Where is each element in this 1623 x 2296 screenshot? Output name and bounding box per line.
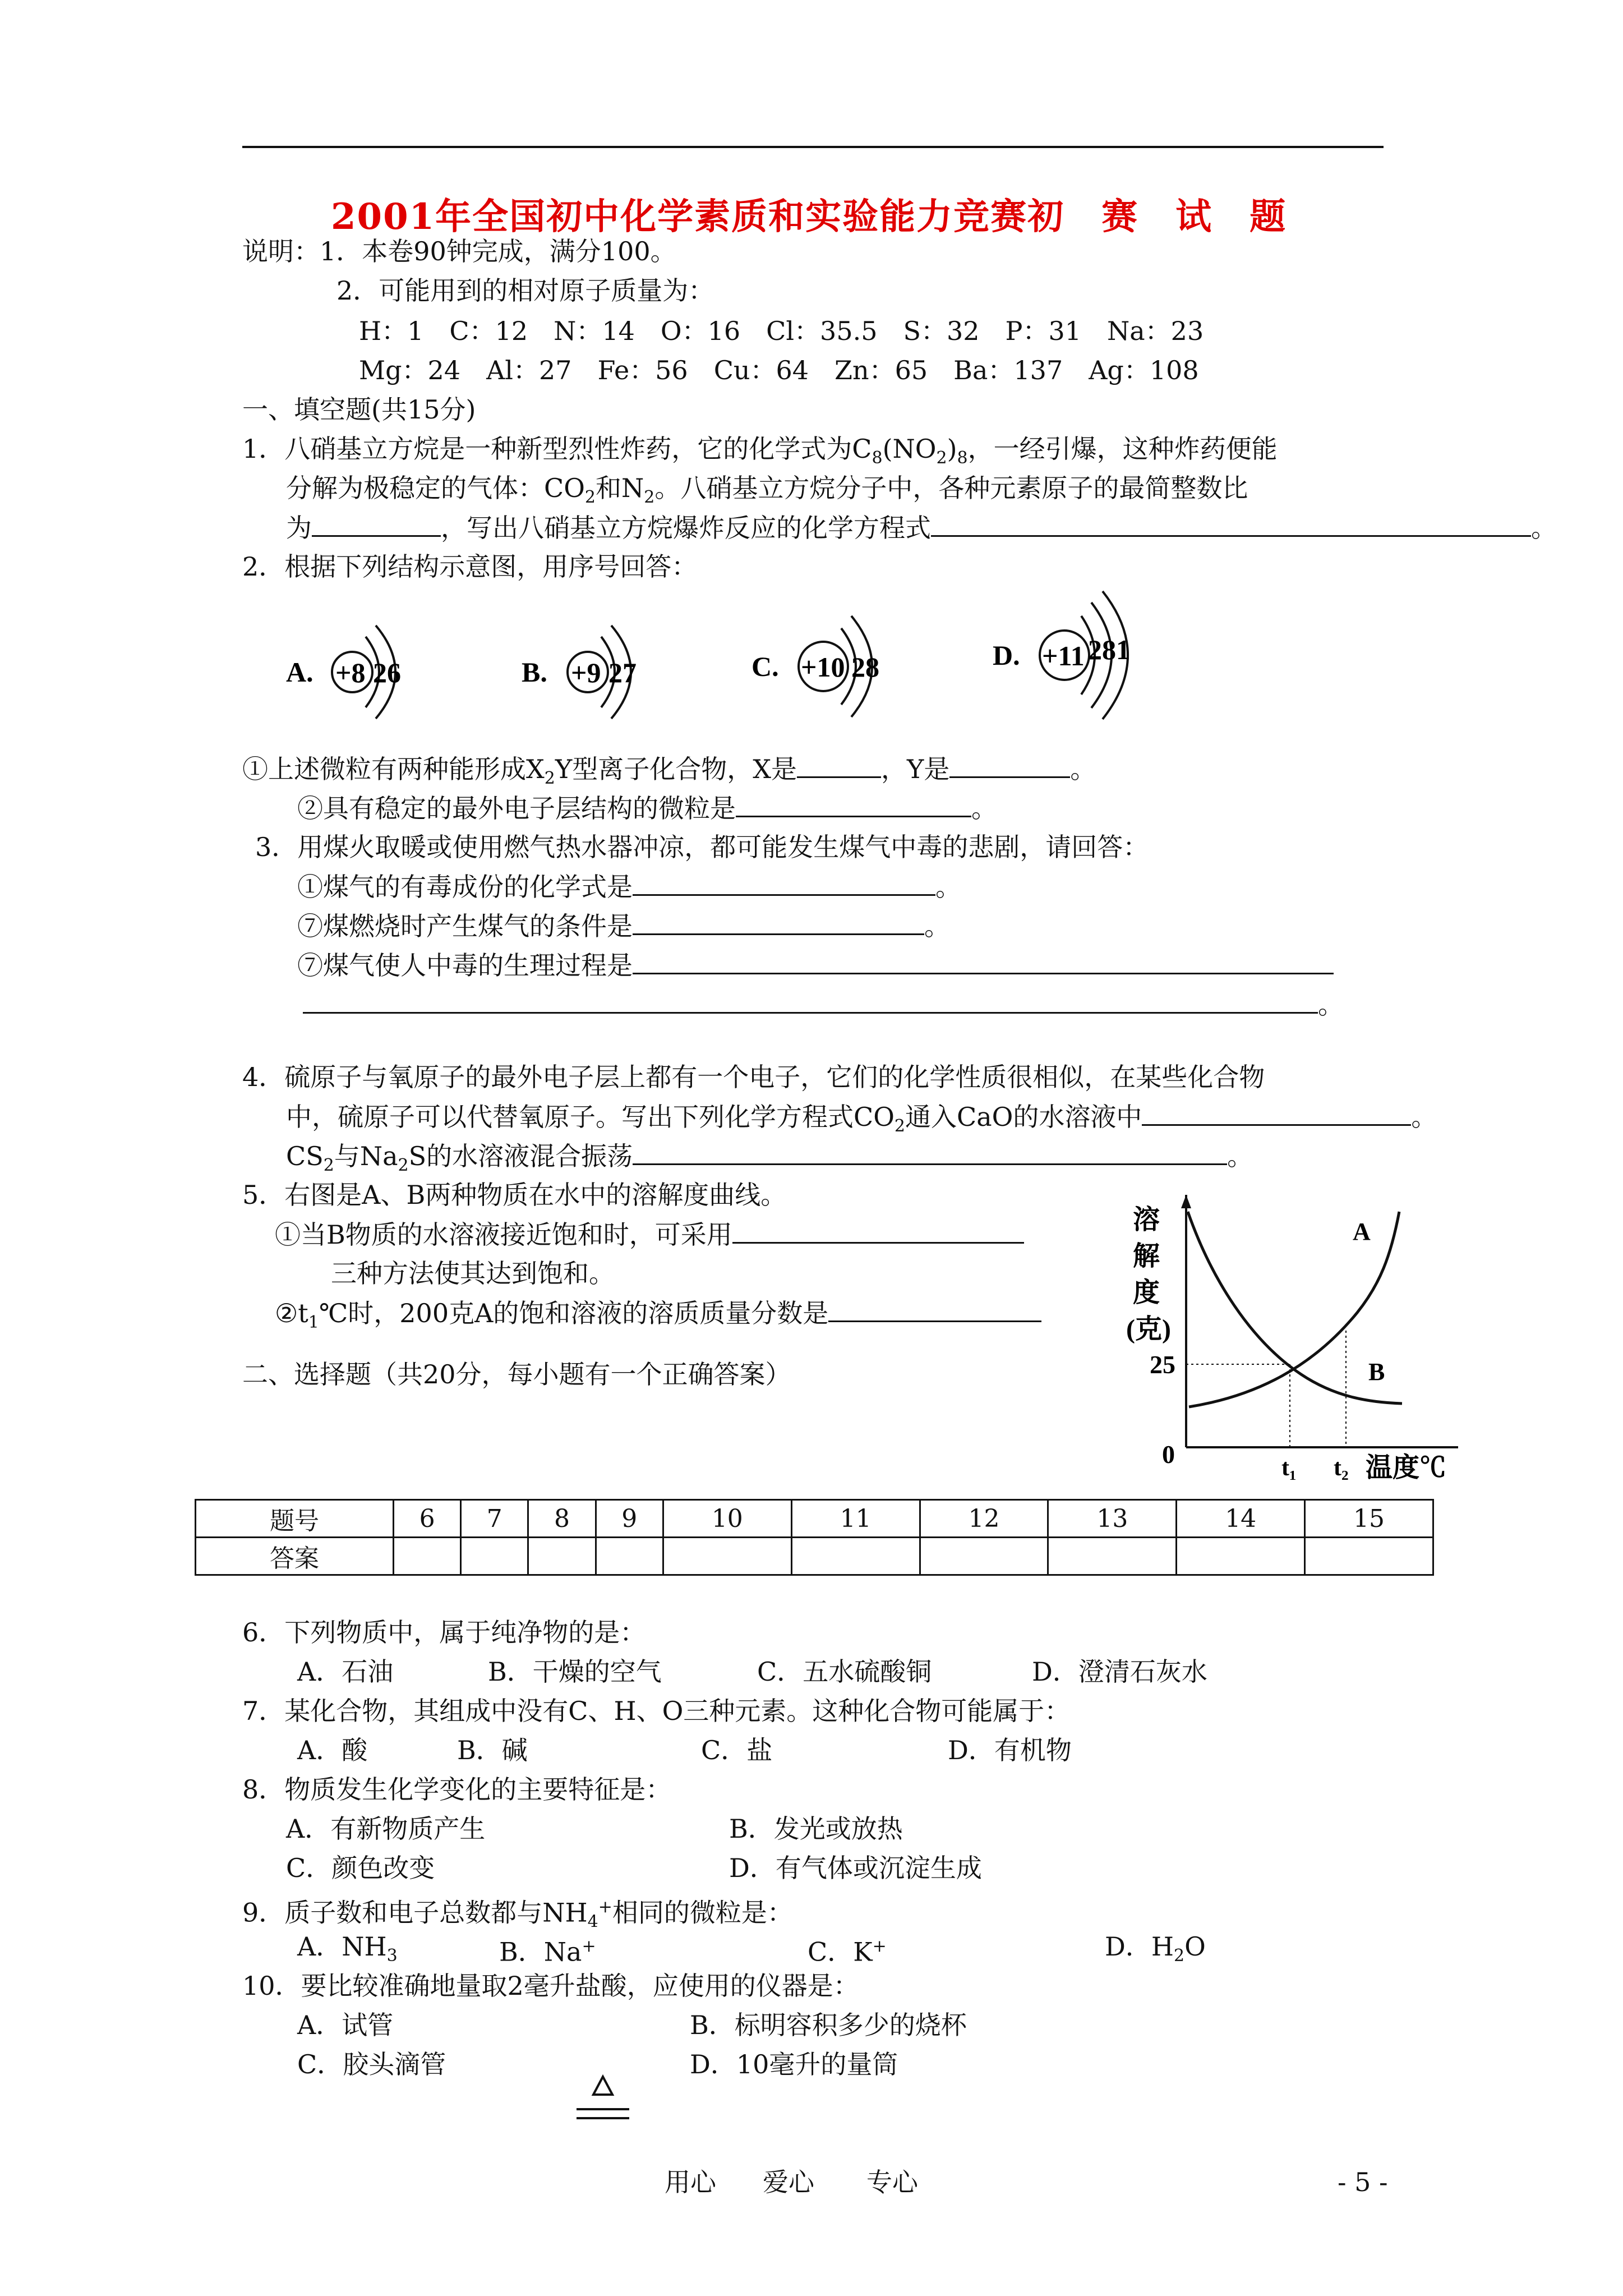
q5-sub1 (275, 1217, 1024, 1251)
answer-cell-13[interactable] (1048, 1538, 1177, 1575)
q1-sub1: 8 (872, 448, 883, 468)
q3-formula-blank[interactable] (633, 869, 935, 896)
solubility-chart (1122, 1195, 1469, 1487)
q1-line2 (286, 471, 1248, 514)
footer-mid: 爱心 (763, 2167, 814, 2197)
chart-ylabel-3: 度 (1133, 1278, 1160, 1308)
q3-sub3-end: 。 (1318, 990, 1344, 1020)
q8-option-a[interactable]: A．有新物质产生 (286, 1814, 486, 1844)
q3-sub2-text: ⑦煤燃烧时产生煤气的条件是 (297, 911, 633, 941)
q10-option-a[interactable]: A．试管 (297, 2010, 394, 2040)
q4-line3-sub2: 2 (398, 1156, 409, 1176)
chart-xmark-t1: t₁ (1281, 1455, 1297, 1481)
q10-option-c[interactable]: C．胶头滴管 (297, 2049, 446, 2079)
q9-b-text: B．Na (499, 1936, 582, 1967)
q4-line2-sub: 2 (894, 1116, 906, 1137)
table-number-7: 7 (461, 1500, 528, 1538)
atom-c-nucleus: +10 (801, 651, 845, 683)
q1-line3-a: 为 (286, 513, 312, 543)
q4-line3-c: S的水溶液混合振荡 (408, 1141, 633, 1171)
chart-ymark-25: 25 (1150, 1350, 1175, 1379)
atom-a-nucleus: +8 (335, 657, 366, 688)
atom-b-nucleus: +9 (571, 657, 601, 688)
q8-option-b[interactable]: B．发光或放热 (729, 1814, 903, 1844)
atom-d-nucleus: +11 (1042, 640, 1085, 671)
q2-sub2 (297, 791, 997, 825)
q3-sub3 (297, 948, 1334, 982)
q2-intro: 2．根据下列结构示意图，用序号回答： (242, 551, 698, 582)
q9-c-text: C．K (808, 1936, 873, 1967)
answer-table-answer-row (196, 1538, 1433, 1575)
q4-line2 (286, 1099, 1437, 1143)
q6-option-a[interactable]: A．石油 (297, 1657, 394, 1687)
q4-na2s-blank[interactable] (633, 1139, 1227, 1165)
q10-option-b[interactable]: B．标明容积多少的烧杯 (690, 2010, 967, 2040)
atom-a-shells: 26 (373, 657, 401, 688)
atom-d-shells: 281 (1088, 634, 1130, 665)
chart-series-a-label: A (1353, 1218, 1371, 1245)
table-number-12: 12 (920, 1500, 1048, 1538)
q9-option-c[interactable] (808, 1930, 887, 1968)
q3-process-blank-2[interactable] (303, 987, 1318, 1014)
chart-series-b-label: B (1368, 1358, 1385, 1386)
q9-b-sup: + (582, 1936, 596, 1956)
page-title: 2001年全国初中化学素质和实验能力竞赛初 赛 试 题 (331, 196, 1287, 238)
q9-d-text2: O (1184, 1931, 1206, 1962)
q4-line3-a: CS (286, 1141, 324, 1171)
table-number-6: 6 (393, 1500, 460, 1538)
q1-line2-a: 分解为极稳定的气体：CO (286, 473, 585, 503)
atom-d-label: D. (993, 639, 1020, 671)
table-header-answer: 答案 (196, 1538, 394, 1575)
q9-option-d[interactable] (1105, 1930, 1206, 1973)
q9-option-a[interactable] (297, 1930, 398, 1973)
q7-option-b[interactable]: B．碱 (457, 1735, 528, 1765)
q6-option-c[interactable]: C．五水硫酸铜 (757, 1657, 932, 1687)
q5-sub1-text: ①当B物质的水溶液接近饱和时，可采用 (275, 1220, 732, 1250)
q1-line2-sub1: 2 (584, 487, 596, 508)
atomic-masses-1: H：1 C：12 N：14 O：16 Cl：35.5 S：32 P：31 Na：23 (359, 316, 1204, 346)
table-number-11: 11 (791, 1500, 920, 1538)
chart-ylabel-1: 溶 (1133, 1205, 1160, 1235)
q5-sub1-cont: 三种方法使其达到饱和。 (331, 1258, 615, 1289)
q2-sub1-sub: 2 (544, 769, 555, 789)
q3-sub1 (297, 869, 961, 904)
q1-line2-c: 。八硝基立方烷分子中，各种元素原子的最简整数比 (654, 473, 1248, 503)
q1-line2-sub2: 2 (644, 487, 655, 508)
q3-sub2 (297, 909, 950, 943)
table-number-8: 8 (528, 1500, 596, 1538)
answer-cell-12[interactable] (920, 1538, 1048, 1575)
q8-option-c[interactable]: C．颜色改变 (286, 1853, 435, 1883)
table-number-10: 10 (663, 1500, 791, 1538)
answer-cell-11[interactable] (791, 1538, 920, 1575)
answer-cell-7[interactable] (461, 1538, 528, 1575)
chart-xlabel: 温度℃ (1366, 1453, 1447, 1483)
chart-xmark-t2: t₂ (1334, 1455, 1349, 1481)
chart-ylabel-2: 解 (1133, 1241, 1160, 1271)
section2-heading: 二、选择题（共20分，每小题有一个正确答案） (242, 1359, 791, 1389)
q3-sub1-end: 。 (935, 872, 961, 902)
q9-a-sub: 3 (386, 1946, 398, 1966)
answer-cell-6[interactable] (393, 1538, 460, 1575)
answer-cell-10[interactable] (663, 1538, 791, 1575)
atom-diagram-d (987, 589, 1172, 729)
answer-cell-14[interactable] (1177, 1538, 1305, 1575)
q8-stem: 8．物质发生化学变化的主要特征是： (242, 1774, 672, 1805)
q7-option-a[interactable]: A．酸 (297, 1735, 368, 1765)
q1-text-b: (NO (882, 434, 937, 464)
table-number-15: 15 (1305, 1500, 1433, 1538)
q10-stem: 10．要比较准确地量取2毫升盐酸，应使用的仪器是： (242, 1971, 859, 2001)
q4-cao-blank[interactable] (1142, 1099, 1411, 1126)
q4-line2-b: 通入CaO的水溶液中 (905, 1102, 1142, 1132)
q2-sub1-c: ，Y是 (880, 754, 950, 784)
q3-sub1-text: ①煤气的有毒成份的化学式是 (297, 872, 633, 902)
q5-methods-blank[interactable] (732, 1217, 1024, 1244)
q7-option-d[interactable]: D．有机物 (948, 1735, 1072, 1765)
q5-intro: 5．右图是A、B两种物质在水中的溶解度曲线。 (242, 1180, 787, 1210)
q5-sub2-sub: 1 (308, 1313, 319, 1333)
q7-option-c[interactable]: C．盐 (701, 1735, 773, 1765)
atom-a-label: A. (286, 656, 313, 688)
answer-table (195, 1499, 1434, 1576)
instructions-line1: 说明：1．本卷90钟完成，满分100。 (242, 236, 676, 266)
q9-stem-a: 9．质子数和电子总数都与NH (242, 1897, 588, 1928)
q9-option-b[interactable] (499, 1930, 596, 1968)
q2-y-blank[interactable] (949, 752, 1070, 778)
q4-line2-a: 中，硫原子可以代替氧原子。写出下列化学方程式CO (286, 1102, 895, 1132)
q1-text-a: 1．八硝基立方烷是一种新型烈性炸药，它的化学式为C (242, 434, 872, 464)
q9-d-text: D．H (1105, 1931, 1174, 1962)
q5-sub2-b: ℃时，200克A的饱和溶液的溶质质量分数是 (319, 1298, 829, 1328)
q4-line3 (286, 1139, 1253, 1182)
chart-origin: 0 (1162, 1440, 1175, 1469)
q9-a-text: A．NH (297, 1931, 387, 1962)
q9-stem-b: 相同的微粒是： (612, 1897, 793, 1928)
answer-cell-8[interactable] (528, 1538, 596, 1575)
instructions-line2: 2．可能用到的相对原子质量为： (336, 275, 714, 306)
q2-stable-blank[interactable] (736, 791, 971, 817)
q10-option-d[interactable]: D．10毫升的量筒 (690, 2049, 898, 2079)
atom-diagram-b (516, 606, 662, 729)
q1-sub2: 2 (936, 448, 947, 468)
q3-sub2-end: 。 (924, 911, 950, 941)
q3-process-blank-1[interactable] (633, 948, 1334, 974)
q7-stem: 7．某化合物，其组成中没有C、H、O三种元素。这种化合物可能属于： (242, 1696, 1071, 1726)
table-header-number: 题号 (196, 1500, 394, 1538)
q1-line1 (242, 432, 1278, 475)
atom-c-shells: 28 (851, 651, 879, 683)
table-number-14: 14 (1177, 1500, 1305, 1538)
table-number-9: 9 (596, 1500, 663, 1538)
q5-sub2 (275, 1296, 1041, 1340)
q2-sub1-b: Y型离子化合物，X是 (555, 754, 797, 784)
header-rule (242, 146, 1384, 148)
atomic-masses-2: Mg：24 Al：27 Fe：56 Cu：64 Zn：65 Ba：137 Ag：108 (359, 355, 1199, 385)
q6-stem: 6．下列物质中，属于纯净物的是： (242, 1617, 646, 1648)
q1-text-c: ) (947, 434, 957, 464)
q2-sub1-a: ①上述微粒有两种能形成X (242, 754, 545, 784)
q6-option-d[interactable]: D．澄清石灰水 (1032, 1657, 1207, 1687)
q3-sub3-cont (303, 987, 1344, 1022)
atom-diagram-c (746, 600, 914, 729)
q1-line3 (286, 510, 1557, 545)
q4-line3-d: 。 (1227, 1141, 1253, 1171)
q1-line3-b: ，写出八硝基立方烷爆炸反应的化学方程式 (441, 513, 931, 543)
q1-sub3: 8 (957, 448, 968, 468)
q3-intro: 3．用煤火取暖或使用燃气热水器冲凉，都可能发生煤气中毒的悲剧，请回答： (255, 832, 1149, 862)
q1-line2-b: 和N (596, 473, 644, 503)
section1-heading: 一、填空题(共15分) (242, 394, 476, 425)
table-number-13: 13 (1048, 1500, 1177, 1538)
heating-triangle-icon (572, 2070, 634, 2132)
q6-option-b[interactable]: B．干燥的空气 (488, 1657, 662, 1687)
q4-line3-sub1: 2 (323, 1156, 334, 1176)
q3-sub3-text: ⑦煤气使人中毒的生理过程是 (297, 950, 633, 981)
q4-line1: 4．硫原子与氧原子的最外电子层上都有一个电子，它们的化学性质很相似，在某些化合物 (242, 1062, 1265, 1092)
chart-y-arrow (1181, 1195, 1191, 1208)
q2-sub1-d: 。 (1070, 754, 1096, 784)
q2-x-blank[interactable] (797, 752, 881, 778)
atom-c-label: C. (751, 651, 779, 682)
footer-right: 专心 (866, 2167, 918, 2197)
q9-stem-sup: + (598, 1897, 612, 1917)
q5-fraction-blank[interactable] (828, 1296, 1041, 1322)
q9-stem-sub: 4 (587, 1912, 598, 1932)
q1-line3-c: 。 (1531, 513, 1557, 543)
atom-diagram-a (280, 606, 426, 729)
footer-left: 用心 (665, 2167, 716, 2197)
q4-line3-b: 与Na (334, 1141, 398, 1171)
q2-sub2-b: 。 (971, 793, 997, 823)
q4-line2-c: 。 (1411, 1102, 1437, 1132)
q1-ratio-blank[interactable] (312, 510, 441, 537)
q5-sub2-a: ②t (275, 1298, 308, 1328)
atom-b-label: B. (522, 656, 547, 688)
answer-cell-15[interactable] (1305, 1538, 1433, 1575)
q9-c-sup: + (872, 1936, 887, 1956)
q2-sub2-a: ②具有稳定的最外电子层结构的微粒是 (297, 793, 736, 823)
answer-table-number-row (196, 1500, 1433, 1538)
q8-option-d[interactable]: D．有气体或沉淀生成 (729, 1853, 982, 1883)
answer-cell-9[interactable] (596, 1538, 663, 1575)
q1-text-d: ，一经引爆，这种炸药便能 (967, 434, 1278, 464)
chart-ylabel-4: (克) (1126, 1314, 1171, 1344)
page-number: - 5 - (1338, 2167, 1388, 2197)
q3-condition-blank[interactable] (633, 909, 924, 935)
q2-sub1 (242, 752, 1096, 795)
q9-d-sub: 2 (1174, 1946, 1185, 1966)
atom-b-shells: 27 (608, 657, 637, 688)
q1-equation-blank[interactable] (931, 510, 1531, 537)
